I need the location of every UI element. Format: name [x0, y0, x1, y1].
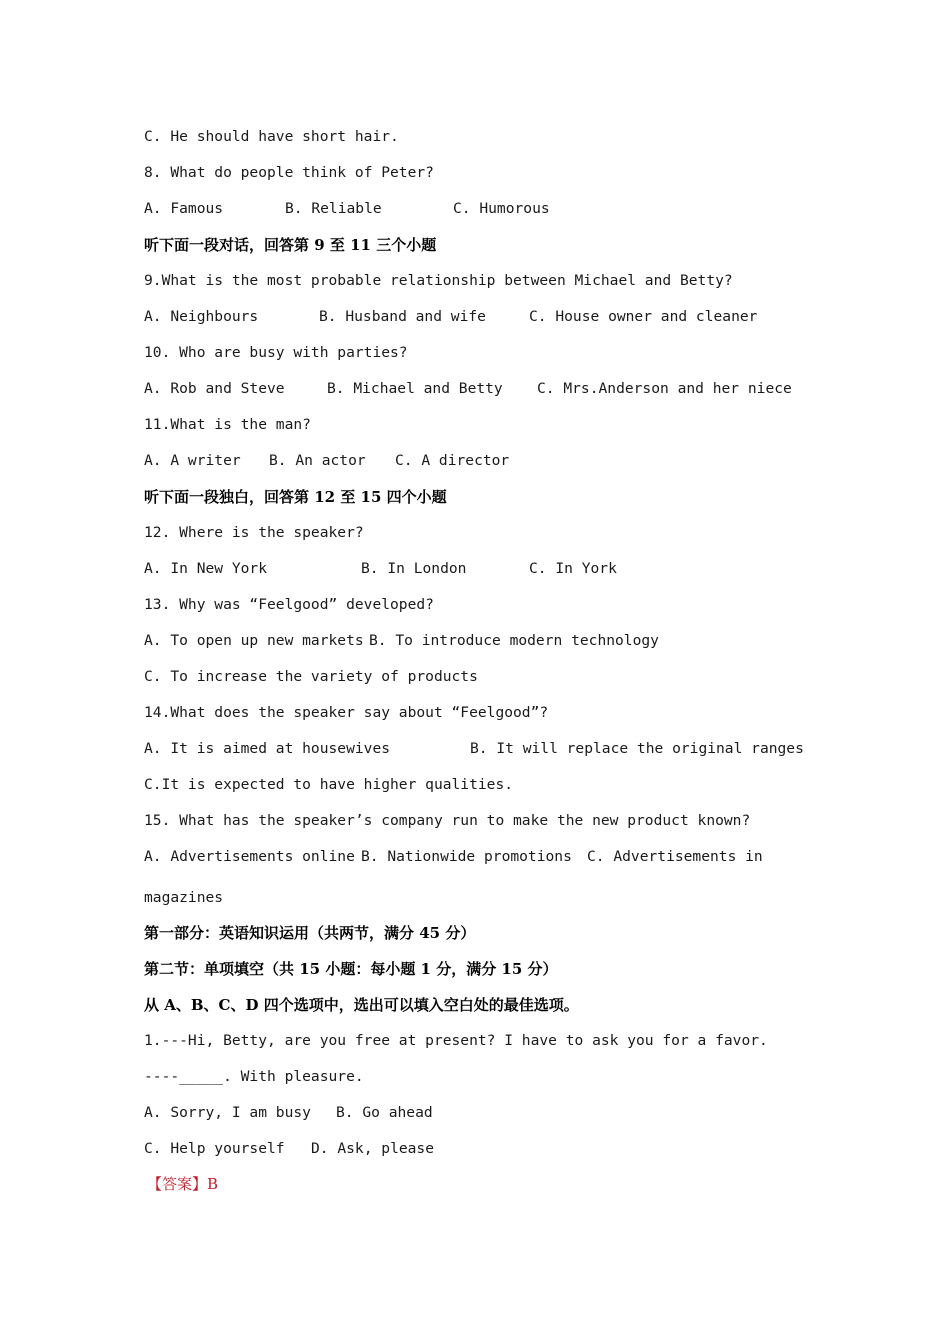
option-13b: B. To introduce modern technology — [369, 632, 659, 649]
option-line-7c: C. He should have short hair. — [144, 128, 399, 145]
option-8c: C. Humorous — [453, 200, 550, 217]
options-1-row2 — [144, 1139, 844, 1159]
option-10b: B. Michael and Betty — [327, 380, 503, 397]
option-12c: C. In York — [529, 560, 617, 577]
question-1: 1.---Hi, Betty, are you free at present? I have to ask you for a favor. — [144, 1032, 768, 1049]
options-15 — [144, 847, 844, 867]
section-heading-fill-blank: 第二节：单项填空（共 15 小题：每小题 1 分，满分 15 分） — [144, 960, 558, 978]
part-heading: 第一部分：英语知识运用（共两节，满分 45 分） — [144, 924, 476, 942]
options-1-row1 — [144, 1103, 844, 1123]
options-13 — [144, 631, 844, 651]
option-8b: B. Reliable — [285, 200, 382, 217]
option-11a: A. A writer — [144, 452, 241, 469]
answer-label: 【答案】B — [147, 1175, 219, 1193]
option-9a: A. Neighbours — [144, 308, 259, 325]
question-13: 13. Why was “Feelgood” developed? — [144, 596, 434, 613]
option-13a: A. To open up new markets — [144, 632, 364, 649]
question-12: 12. Where is the speaker? — [144, 524, 364, 541]
option-1c: C. Help yourself — [144, 1140, 285, 1157]
section-heading-dialogue: 听下面一段对话，回答第 9 至 11 三个小题 — [144, 236, 437, 254]
option-14c: C.It is expected to have higher qualities. — [144, 776, 514, 793]
option-8a: A. Famous — [144, 200, 224, 217]
question-1-response: ----_____. With pleasure. — [144, 1068, 364, 1085]
option-14b: B. It will replace the original ranges — [470, 740, 804, 757]
option-10c: C. Mrs.Anderson and her niece — [537, 380, 792, 397]
option-15b: B. Nationwide promotions — [361, 848, 572, 865]
options-10 — [144, 379, 844, 399]
option-15c-continued: magazines — [144, 889, 224, 906]
question-11: 11.What is the man? — [144, 416, 311, 433]
options-9 — [144, 307, 844, 327]
option-13c: C. To increase the variety of products — [144, 668, 478, 685]
section-heading-monologue: 听下面一段独白，回答第 12 至 15 四个小题 — [144, 488, 447, 506]
options-11 — [144, 451, 844, 471]
option-9b: B. Husband and wife — [319, 308, 486, 325]
options-12 — [144, 559, 844, 579]
option-15c: C. Advertisements in — [587, 848, 763, 865]
question-8: 8. What do people think of Peter? — [144, 164, 434, 181]
option-10a: A. Rob and Steve — [144, 380, 285, 397]
question-14: 14.What does the speaker say about “Feelgood”? — [144, 704, 549, 721]
option-15a: A. Advertisements online — [144, 848, 355, 865]
option-12b: B. In London — [361, 560, 467, 577]
options-14 — [144, 739, 844, 759]
option-1a: A. Sorry, I am busy — [144, 1104, 311, 1121]
option-11b: B. An actor — [269, 452, 366, 469]
question-15: 15. What has the speaker’s company run to make the new product known? — [144, 812, 751, 829]
option-1d: D. Ask, please — [311, 1140, 435, 1157]
options-8 — [144, 199, 844, 219]
question-10: 10. Who are busy with parties? — [144, 344, 408, 361]
option-9c: C. House owner and cleaner — [529, 308, 758, 325]
question-9: 9.What is the most probable relationship between Michael and Betty? — [144, 272, 733, 289]
instructions: 从 A、B、C、D 四个选项中，选出可以填入空白处的最佳选项。 — [144, 996, 579, 1014]
option-11c: C. A director — [395, 452, 510, 469]
option-1b: B. Go ahead — [336, 1104, 433, 1121]
option-14a: A. It is aimed at housewives — [144, 740, 391, 757]
option-12a: A. In New York — [144, 560, 268, 577]
